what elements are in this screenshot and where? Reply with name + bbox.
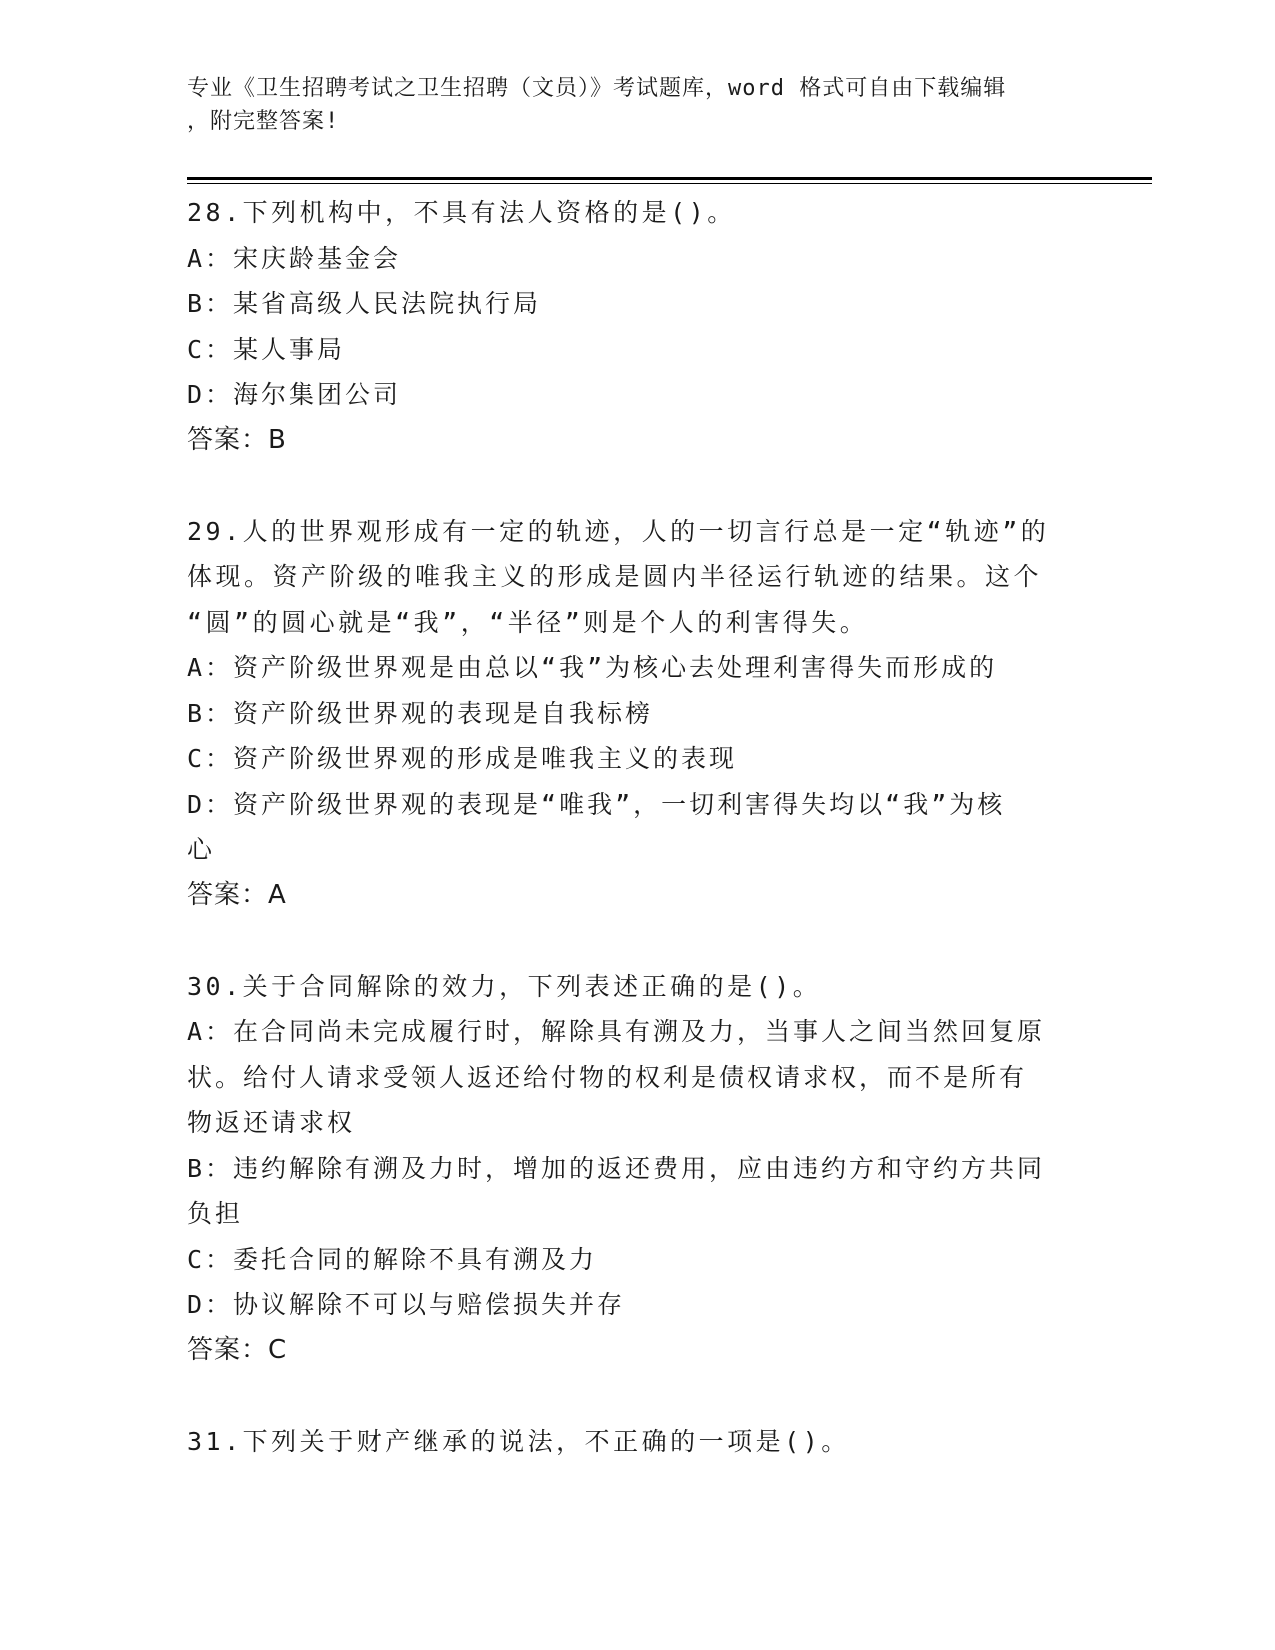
option-b: B：资产阶级世界观的表现是自我标榜: [187, 698, 654, 728]
option-d: D：协议解除不可以与赔偿损失并存: [187, 1290, 626, 1319]
option-d-continued: 心: [187, 835, 216, 864]
header-divider-thin: [187, 183, 1152, 184]
question-31: [187, 1419, 1087, 1465]
option-a: A：资产阶级世界观是由总以“我”为核心去处理利害得失而形成的: [187, 653, 998, 682]
question-30: [187, 964, 1087, 1374]
spacer: [187, 918, 1087, 964]
question-stem: “圆”的圆心就是“我”，“半径”则是个人的利害得失。: [187, 607, 869, 637]
option-b-continued: 负担: [187, 1199, 244, 1228]
option-a-continued: 物返还请求权: [187, 1108, 356, 1137]
option-c: C：某人事局: [187, 334, 346, 364]
question-29: [187, 509, 1087, 919]
question-28: [187, 190, 1087, 463]
header-line-1: 专业《卫生招聘考试之卫生招聘（文员）》考试题库，word 格式可自由下载编辑: [187, 76, 1007, 101]
question-list: [187, 190, 1087, 1464]
answer-label: 答案：A: [187, 879, 287, 910]
option-a: A：在合同尚未完成履行时，解除具有溯及力，当事人之间当然回复原: [187, 1017, 1046, 1046]
answer-label: 答案：C: [187, 1334, 288, 1365]
question-stem: 30.关于合同解除的效力，下列表述正确的是()。: [187, 971, 822, 1001]
option-c: C：委托合同的解除不具有溯及力: [187, 1244, 598, 1274]
option-d: D：资产阶级世界观的表现是“唯我”，一切利害得失均以“我”为核: [187, 789, 1006, 819]
spacer: [187, 1373, 1087, 1419]
option-b: B：违约解除有溯及力时，增加的返还费用，应由违约方和守约方共同: [187, 1153, 1046, 1183]
question-stem: 28.下列机构中，不具有法人资格的是()。: [187, 198, 736, 227]
header-divider-thick: [187, 177, 1152, 180]
option-a: A：宋庆龄基金会: [187, 243, 402, 273]
question-stem: 31.下列关于财产继承的说法，不正确的一项是()。: [187, 1426, 850, 1456]
question-stem: 29.人的世界观形成有一定的轨迹，人的一切言行总是一定“轨迹”的: [187, 516, 1050, 546]
option-d: D：海尔集团公司: [187, 380, 402, 409]
document-header: [187, 72, 1067, 138]
option-b: B：某省高级人民法院执行局: [187, 289, 542, 318]
option-c: C：资产阶级世界观的形成是唯我主义的表现: [187, 744, 738, 773]
spacer: [187, 463, 1087, 509]
header-line-2: ，附完整答案!: [187, 109, 340, 134]
answer-label: 答案：B: [187, 424, 287, 455]
option-a-continued: 状。给付人请求受领人返还给付物的权利是债权请求权，而不是所有: [187, 1062, 1028, 1092]
question-stem: 体现。资产阶级的唯我主义的形成是圆内半径运行轨迹的结果。这个: [187, 562, 1043, 591]
